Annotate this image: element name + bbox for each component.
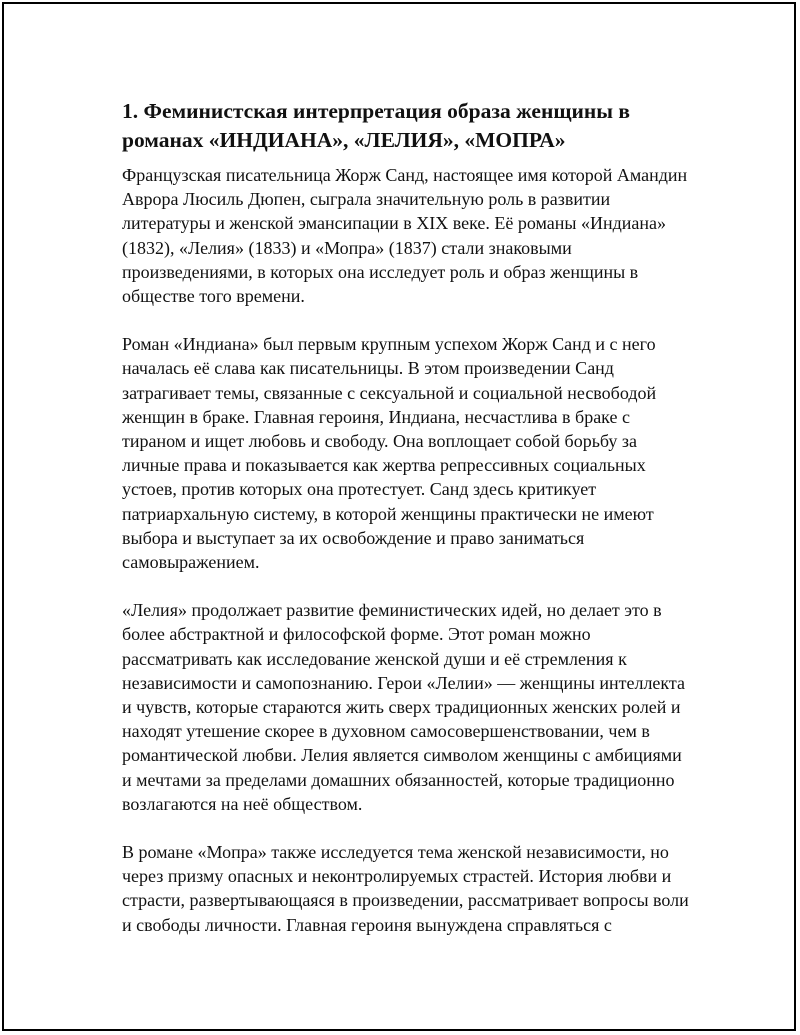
- document-body: [122, 97, 694, 961]
- page: [2, 2, 796, 1031]
- section-heading: 1. Феминистская интерпретация образа женщины в романах «ИНДИАНА», «ЛЕЛИЯ», «МОПРА»: [122, 99, 631, 152]
- paragraph-lelia: «Лелия» продолжает развитие феминистических идей, но делает это в более абстрактной и философской форме. Этот роман можно рассматривать как исследование женской души и её стремления к независимости и самопознанию. Герои «Лелии» — женщины интеллекта и чувств, которые стараются жить сверх традиционных женских ролей и находят утешение скорее в духовном самосовершенствовании, чем в романтической любви. Лелия является символом женщины с амбициями и мечтами за пределами домашних обязанностей, которые традиционно возлагаются на неё обществом.: [122, 600, 686, 814]
- paragraph-mopra: В романе «Мопра» также исследуется тема женской независимости, но через призму опасных и неконтролируемых страстей. История любви и страсти, развертывающаяся в произведении, рассматривает вопросы воли и свободы личности. Главная героиня вынуждена справляться с: [122, 842, 689, 935]
- paragraph-intro: Французская писательница Жорж Санд, настоящее имя которой Амандин Аврора Люсиль Дюпен, сыграла значительную роль в развитии литературы и женской эмансипации в XIX веке. Её романы «Индиана» (1832), «Лелия» (1833) и «Мопра» (1837) стали знаковыми произведениями, в которых она исследует роль и образ женщины в обществе того времени.: [122, 165, 688, 307]
- paragraph-indiana: Роман «Индиана» был первым крупным успехом Жорж Санд и с него началась её слава как писательницы. В этом произведении Санд затрагивает темы, связанные с сексуальной и социальной несвободой женщин в браке. Главная героиня, Индиана, несчастлива в браке с тираном и ищет любовь и свободу. Она воплощает собой борьбу за личные права и показывается как жертва репрессивных социальных устоев, против которых она протестует. Санд здесь критикует патриархальную систему, в которой женщины практически не имеют выбора и выступает за их освобождение и право заниматься самовыражением.: [122, 334, 657, 573]
